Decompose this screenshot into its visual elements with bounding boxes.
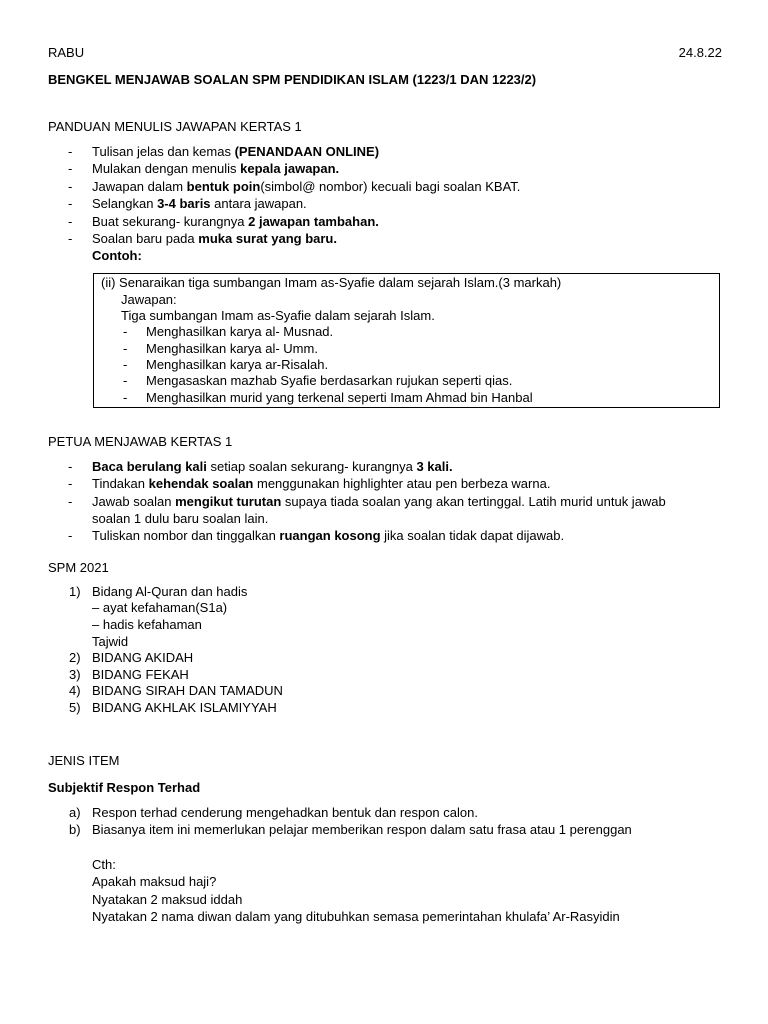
example-question: Nyatakan 2 nama diwan dalam yang ditubuhkan semasa pemerintahan khulafa’ Ar-Rasyidin	[92, 909, 620, 925]
list-item: 5) BIDANG AKHLAK ISLAMIYYAH	[69, 700, 277, 715]
list-item: - Jawab soalan mengikut turutan supaya tiada soalan yang akan tertinggal. Latih murid untuk jawab soalan 1 dulu baru soalan lain.	[48, 493, 720, 528]
spm-heading: SPM 2021	[48, 559, 109, 575]
list-item: - Selangkan 3-4 baris antara jawapan.	[48, 195, 720, 212]
panduan-heading: PANDUAN MENULIS JAWAPAN KERTAS 1	[48, 119, 302, 134]
jawapan-label: Jawapan:	[121, 291, 177, 307]
answer-points	[101, 324, 719, 405]
list-item: 4) BIDANG SIRAH DAN TAMADUN	[69, 683, 283, 699]
list-item: - Menghasilkan karya ar-Risalah.	[101, 357, 719, 373]
spm-subitem: – hadis kefahaman	[92, 617, 202, 633]
example-box	[93, 273, 720, 407]
list-item: - Mulakan dengan menulis kepala jawapan.	[48, 160, 720, 177]
list-item: - Tulisan jelas dan kemas (PENANDAAN ONLINE)	[48, 143, 720, 160]
list-item: 3) BIDANG FEKAH	[69, 666, 189, 682]
list-item: - Menghasilkan murid yang terkenal seperti Imam Ahmad bin Hanbal	[101, 390, 719, 406]
date-label: 24.8.22	[678, 45, 722, 60]
list-item: - Menghasilkan karya al- Musnad.	[101, 324, 719, 340]
document-page	[48, 44, 720, 926]
jenis-heading: JENIS ITEM	[48, 752, 120, 768]
list-item: - Buat sekurang- kurangnya 2 jawapan tambahan.	[48, 213, 720, 230]
spm-list	[48, 584, 720, 601]
header-row	[48, 44, 720, 61]
panduan-list	[48, 143, 720, 247]
example-question: Apakah maksud haji?	[92, 874, 217, 890]
list-item: - Menghasilkan karya al- Umm.	[101, 341, 719, 357]
list-item: a) Respon terhad cenderung mengehadkan bentuk dan respon calon.	[69, 804, 478, 820]
petua-heading: PETUA MENJAWAB KERTAS 1	[48, 433, 233, 449]
spm-subitem: – ayat kefahaman(S1a)	[92, 600, 228, 616]
contoh-label: Contoh:	[92, 248, 142, 264]
list-item: - Jawapan dalam bentuk poin(simbol@ nombor) kecuali bagi soalan KBAT.	[48, 178, 720, 195]
list-item: b) Biasanya item ini memerlukan pelajar memberikan respon dalam satu frasa atau 1 perenggan	[69, 822, 632, 838]
list-item: - Tindakan kehendak soalan menggunakan highlighter atau pen berbeza warna.	[48, 475, 720, 492]
spm-list-continued	[48, 650, 720, 716]
document-title: BENGKEL MENJAWAB SOALAN SPM PENDIDIKAN ISLAM (1223/1 DAN 1223/2)	[48, 72, 537, 87]
spm-subitem: Tajwid	[92, 633, 129, 649]
petua-list	[48, 458, 720, 545]
example-question: Nyatakan 2 maksud iddah	[92, 891, 243, 907]
list-item: - Baca berulang kali setiap soalan sekurang- kurangnya 3 kali.	[48, 458, 720, 475]
answer-head: Tiga sumbangan Imam as-Syafie dalam sejarah Islam.	[121, 308, 435, 324]
jenis-subheading: Subjektif Respon Terhad	[48, 779, 201, 795]
list-item: - Soalan baru pada muka surat yang baru.	[48, 230, 720, 247]
list-item: - Tuliskan nombor dan tinggalkan ruangan kosong jika soalan tidak dapat dijawab.	[48, 527, 720, 544]
list-item: 2) BIDANG AKIDAH	[69, 650, 194, 666]
cth-label: Cth:	[92, 856, 116, 872]
jenis-list	[48, 804, 720, 839]
list-item: - Mengasaskan mazhab Syafie berdasarkan rujukan seperti qias.	[101, 373, 719, 389]
example-question: (ii) Senaraikan tiga sumbangan Imam as-Syafie dalam sejarah Islam.(3 markah)	[101, 275, 562, 291]
day-label: RABU	[48, 45, 85, 60]
list-item: 1) Bidang Al-Quran dan hadis	[69, 583, 248, 599]
